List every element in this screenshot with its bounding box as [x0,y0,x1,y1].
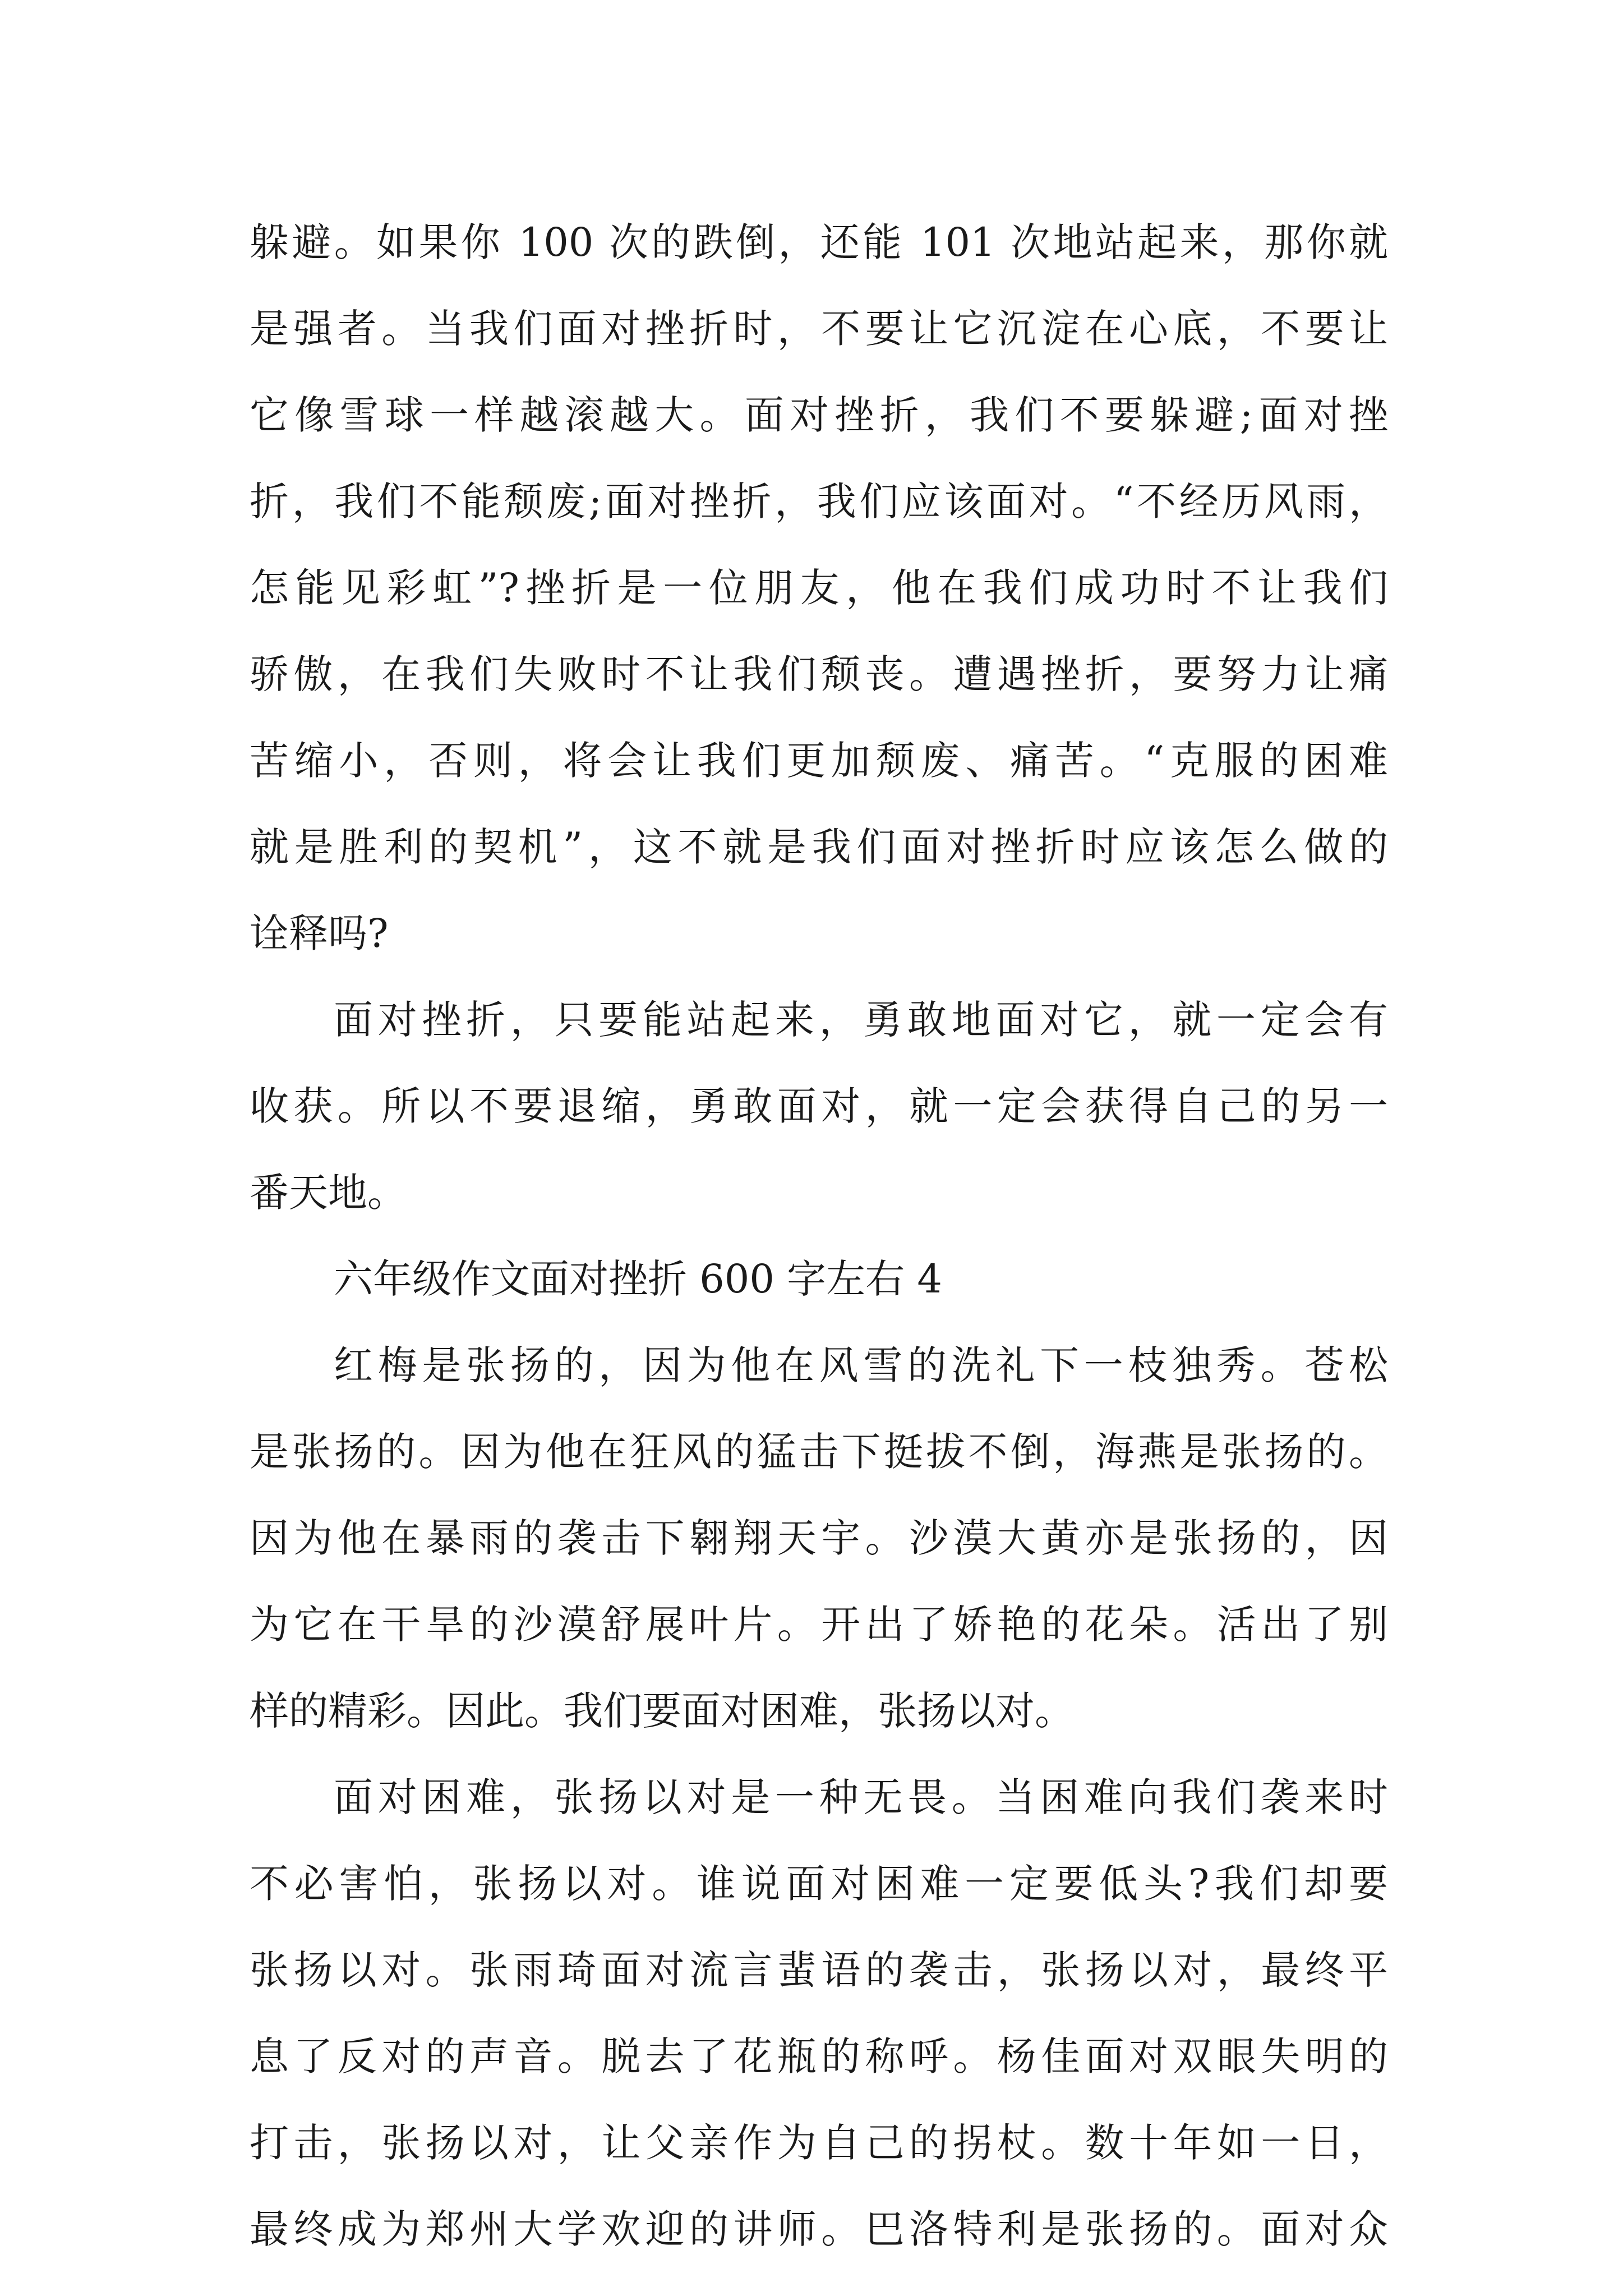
section-heading: 六年级作文面对挫折 600 字左右 4 [334,1256,942,1302]
text-line: 为它在干旱的沙漠舒展叶片。开出了娇艳的花朵。活出了别 [250,1602,1388,1648]
text-line: 就是胜利的契机”，这不就是我们面对挫折时应该怎么做的 [250,824,1388,870]
text-line: 因为他在暴雨的袭击下翱翔天宇。沙漠大黄亦是张扬的，因 [250,1515,1388,1561]
text-line: 番天地。 [250,1170,407,1216]
text-line: 苦缩小，否则，将会让我们更加颓废、痛苦。“克服的困难 [250,738,1388,784]
text-line: 折，我们不能颓废;面对挫折，我们应该面对。“不经历风雨， [250,478,1388,524]
text-line: 面对困难，张扬以对是一种无畏。当困难向我们袭来时 [334,1774,1388,1820]
text-line: 怎能见彩虹”?挫折是一位朋友，他在我们成功时不让我们 [250,565,1388,611]
text-line: 最终成为郑州大学欢迎的讲师。巴洛特利是张扬的。面对众 [250,2206,1388,2252]
text-line: 是强者。当我们面对挫折时，不要让它沉淀在心底，不要让 [250,306,1388,352]
text-line: 它像雪球一样越滚越大。面对挫折，我们不要躲避;面对挫 [250,392,1388,438]
text-line: 红梅是张扬的，因为他在风雪的洗礼下一枝独秀。苍松 [334,1342,1388,1388]
text-line: 躲避。如果你 100 次的跌倒，还能 101 次地站起来，那你就 [250,219,1388,265]
document-body [250,199,1388,2272]
text-line: 骄傲，在我们失败时不让我们颓丧。遭遇挫折，要努力让痛 [250,651,1388,697]
text-line: 面对挫折，只要能站起来，勇敢地面对它，就一定会有 [334,997,1388,1043]
text-line: 是张扬的。因为他在狂风的猛击下挺拔不倒，海燕是张扬的。 [250,1429,1388,1475]
text-line: 不必害怕，张扬以对。谁说面对困难一定要低头?我们却要 [250,1861,1388,1907]
text-line: 打击，张扬以对，让父亲作为自己的拐杖。数十年如一日， [250,2120,1388,2166]
text-line: 张扬以对。张雨琦面对流言蜚语的袭击，张扬以对，最终平 [250,1947,1388,1993]
text-line: 诠释吗? [250,910,389,956]
text-line: 息了反对的声音。脱去了花瓶的称呼。杨佳面对双眼失明的 [250,2033,1388,2079]
text-line: 收获。所以不要退缩，勇敢面对，就一定会获得自己的另一 [250,1083,1388,1129]
text-line: 样的精彩。因此。我们要面对困难，张扬以对。 [250,1688,1074,1734]
